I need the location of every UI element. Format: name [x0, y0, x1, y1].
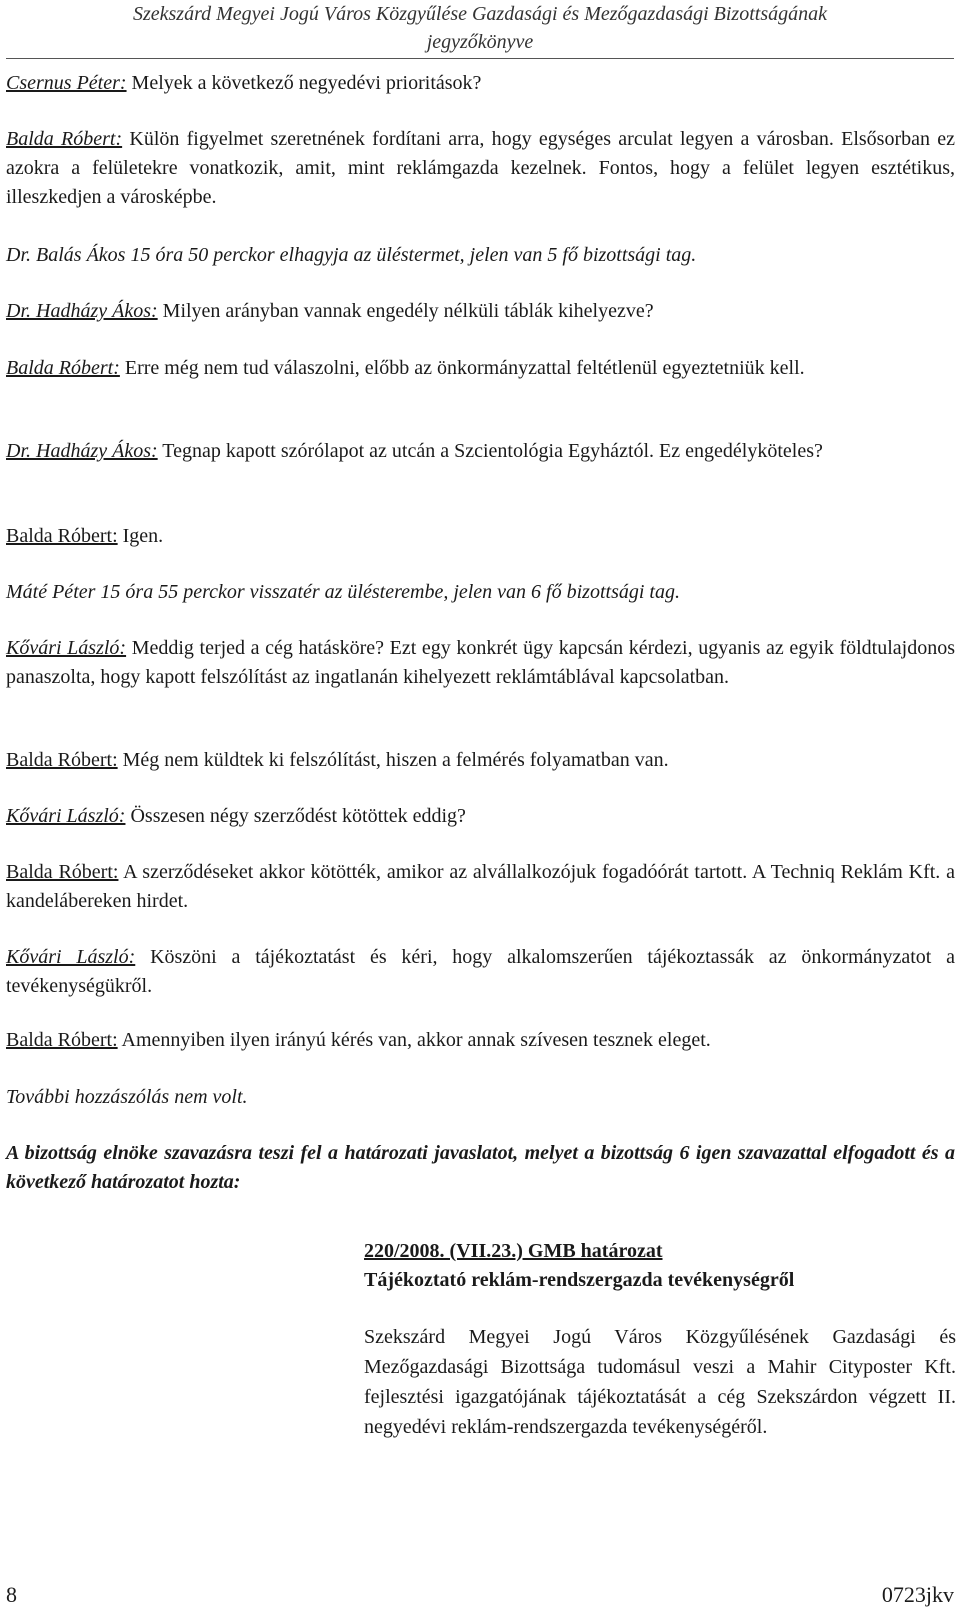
minutes-paragraph — [6, 746, 955, 775]
procedural-note: Dr. Balás Ákos 15 óra 50 perckor elhagyja az üléstermet, jelen van 5 fő bizottsági tag. — [6, 244, 697, 266]
minutes-paragraph — [6, 634, 955, 692]
header-title: Szekszárd Megyei Jogú Város Közgyűlése Gazdasági és Mezőgazdasági Bizottságának — [132, 3, 827, 25]
minutes-paragraph — [6, 69, 955, 98]
resolution-number: 220/2008. (VII.23.) GMB határozat — [364, 1240, 663, 1262]
speaker-name: Balda Róbert: — [6, 749, 118, 771]
speaker-name: Balda Róbert: — [6, 1029, 118, 1051]
vote-statement: A bizottság elnöke szavazásra teszi fel a határozati javaslatot, melyet a bizottság 6 igen szavazattal elfogadott és a következő határozatot hozta: — [6, 1142, 955, 1193]
resolution-heading — [364, 1237, 956, 1295]
page-number: 8 — [6, 1582, 17, 1607]
speech-text: Összesen négy szerződést kötöttek eddig? — [125, 805, 466, 827]
speaker-name: Kővári László: — [6, 805, 126, 827]
speech-text: Melyek a következő negyedévi prioritások? — [126, 72, 482, 94]
resolution-body: Szekszárd Megyei Jogú Város Közgyűlésének Gazdasági és Mezőgazdasági Bizottsága tudomásul veszi a Mahir Cityposter Kft. fejlesztési igazgatójának tájékoztatását a cég Szekszárdon végzett II. negyedévi reklám-rendszergazda tevékenységéről. — [364, 1326, 956, 1438]
header-divider — [6, 58, 954, 59]
speech-text: Köszöni a tájékoztatást és kéri, hogy alkalomszerűen tájékoztassák az önkormányzatot a tevékenységükről. — [6, 946, 955, 997]
minutes-paragraph — [6, 1026, 955, 1055]
minutes-paragraph — [6, 522, 955, 551]
speech-text: Amennyiben ilyen irányú kérés van, akkor annak szívesen tesznek eleget. — [117, 1029, 711, 1051]
speaker-name: Balda Róbert: — [6, 861, 119, 883]
speaker-name: Kővári László: — [6, 637, 127, 659]
document-code: 0723jkv — [881, 1582, 954, 1607]
resolution-title: Tájékoztató reklám-rendszergazda tevékenységről — [364, 1269, 795, 1291]
minutes-paragraph — [6, 354, 955, 383]
page-header — [0, 0, 960, 56]
minutes-paragraph — [6, 802, 955, 831]
speech-text: Külön figyelmet szeretnének fordítani arra, hogy egységes arculat legyen a városban. Elsősorban ez azokra a felületekre vonatkozik, amit, mint reklámgazda kezelnek. Fontos, hogy a felület legyen esztétikus, illeszkedjen a városképbe. — [6, 128, 955, 208]
speaker-name: Dr. Hadházy Ákos: — [6, 300, 158, 322]
speech-text: Meddig terjed a cég hatásköre? Ezt egy konkrét ügy kapcsán kérdezi, ugyanis az egyik földtulajdonos panaszolta, hogy kapott felszólítást az ingatlanán kihelyezett reklámtáblával kapcsolatban. — [6, 637, 955, 688]
speaker-name: Balda Róbert: — [6, 525, 118, 547]
speaker-name: Balda Róbert: — [6, 128, 123, 150]
speaker-name: Dr. Hadházy Ákos: — [6, 440, 158, 462]
minutes-paragraph — [6, 297, 955, 326]
minutes-paragraph — [6, 858, 955, 916]
minutes-paragraph — [6, 437, 955, 466]
speech-text: Még nem küldtek ki felszólítást, hiszen a felmérés folyamatban van. — [117, 749, 669, 771]
speech-text: Milyen arányban vannak engedély nélküli táblák kihelyezve? — [157, 300, 654, 322]
minutes-paragraph — [6, 125, 955, 212]
minutes-paragraph — [6, 943, 955, 1001]
speaker-name: Csernus Péter: — [6, 72, 127, 94]
header-subtitle: jegyzőkönyve — [426, 31, 534, 53]
speech-text: Igen. — [117, 525, 164, 547]
speech-text: Erre még nem tud válaszolni, előbb az önkormányzattal feltétlenül egyeztetniük kell. — [119, 357, 805, 379]
speaker-name: Balda Róbert: — [6, 357, 120, 379]
speech-text: Tegnap kapott szórólapot az utcán a Szcientológia Egyháztól. Ez engedélyköteles? — [157, 440, 823, 462]
speech-text: A szerződéseket akkor kötötték, amikor az alvállalkozójuk fogadóórát tartott. A Techniq Reklám Kft. a kandelábereken hirdet. — [6, 861, 955, 912]
speaker-name: Kővári László: — [6, 946, 136, 968]
procedural-note: Máté Péter 15 óra 55 perckor visszatér az ülésterembe, jelen van 6 fő bizottsági tag. — [6, 581, 680, 603]
procedural-note: További hozzászólás nem volt. — [6, 1086, 248, 1108]
